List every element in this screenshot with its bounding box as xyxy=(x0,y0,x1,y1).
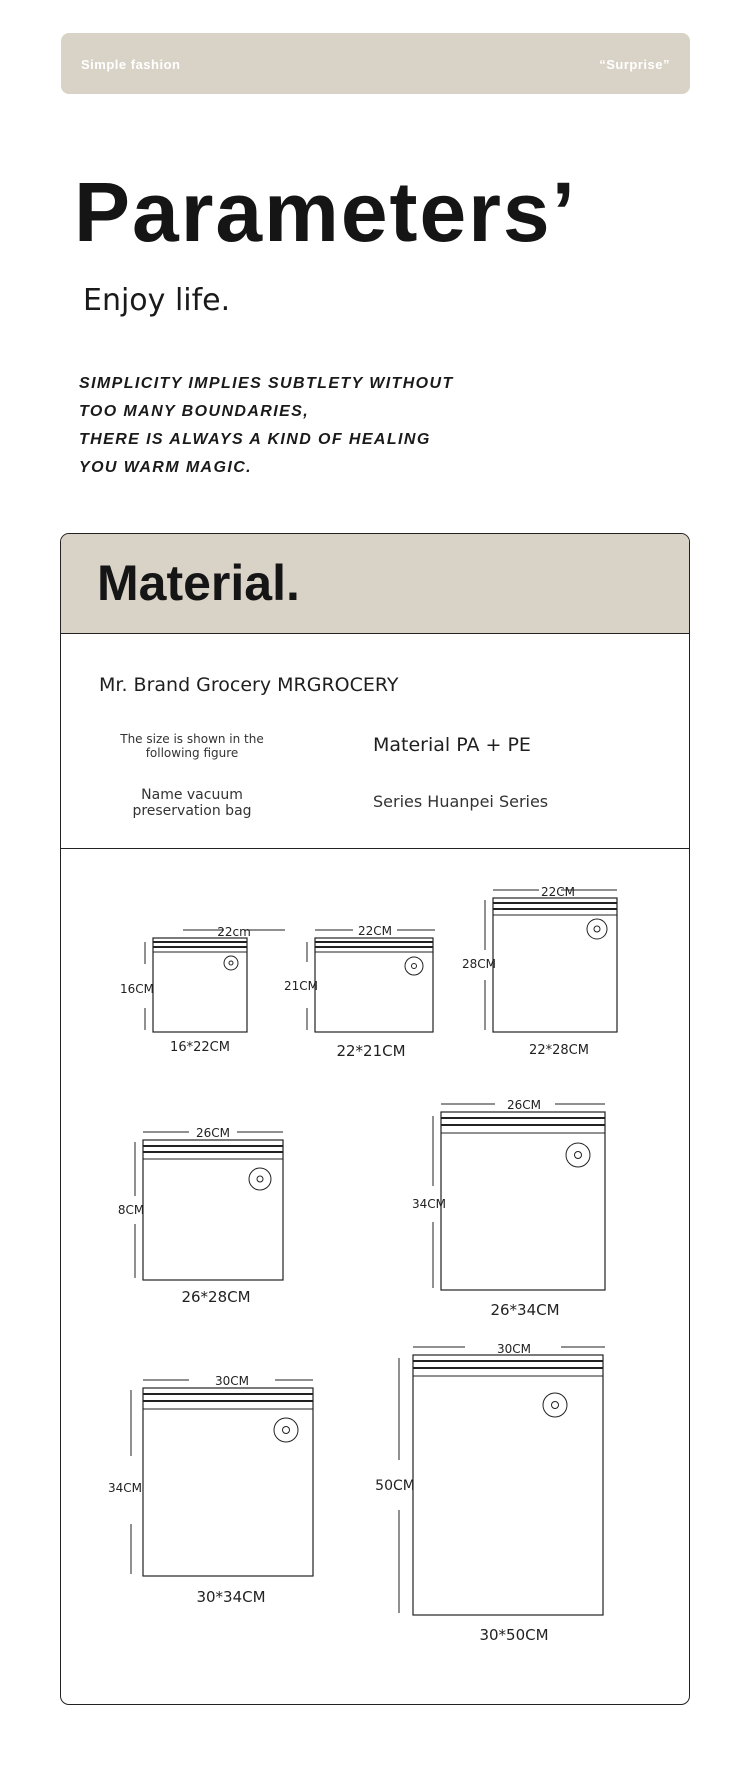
banner-right-text: “Surprise” xyxy=(599,57,670,72)
material-text: Material PA + PE xyxy=(373,734,531,756)
bag-height-label: 50CM xyxy=(375,1478,415,1494)
product-name: Name vacuum preservation bag xyxy=(132,787,252,819)
bag-width-label: 26CM xyxy=(195,1126,231,1140)
quote-block xyxy=(79,370,499,482)
quote-line: YOU WARM MAGIC. xyxy=(79,459,252,476)
quote-line: TOO MANY BOUNDARIES, xyxy=(79,403,310,420)
bag-diagram xyxy=(108,1374,313,1606)
bag-width-label: 22CM xyxy=(540,885,576,899)
bag-size-label: 22*21CM xyxy=(336,1042,406,1060)
bag-height-label: 34CM xyxy=(107,1481,143,1495)
bag-size-label: 16*22CM xyxy=(170,1040,230,1055)
banner-left-text: Simple fashion xyxy=(81,57,181,72)
product-info xyxy=(61,634,689,849)
size-diagrams xyxy=(61,850,689,1700)
card-header xyxy=(61,534,689,634)
quote-line: THERE IS ALWAYS A KIND OF HEALING xyxy=(79,431,431,448)
bag-size-label: 26*28CM xyxy=(181,1288,251,1306)
top-banner xyxy=(61,33,690,94)
quote-line: SIMPLICITY IMPLIES SUBTLETY WITHOUT xyxy=(79,375,454,392)
bag-diagram xyxy=(284,924,435,1060)
bag-diagram xyxy=(375,1342,605,1644)
brand-text: Mr. Brand Grocery MRGROCERY xyxy=(99,674,399,696)
bag-size-label: 26*34CM xyxy=(490,1301,560,1319)
bag-width-label: 22CM xyxy=(357,924,393,938)
bag-width-label: 30CM xyxy=(496,1342,532,1356)
series-text: Series Huanpei Series xyxy=(373,792,549,811)
bag-height-label: 16CM xyxy=(119,982,155,996)
bag-height-label: 34CM xyxy=(411,1197,447,1211)
bag-diagram xyxy=(462,885,617,1058)
page-subtitle: Enjoy life. xyxy=(83,283,231,318)
bag-width-label: 22cm xyxy=(217,925,251,939)
bag-diagram xyxy=(118,1126,283,1306)
bag-size-label: 22*28CM xyxy=(529,1043,589,1058)
bag-height-label: 28CM xyxy=(461,957,497,971)
bag-width-label: 30CM xyxy=(214,1374,250,1388)
card-heading: Material. xyxy=(97,555,300,611)
bag-diagram xyxy=(120,925,285,1055)
material-card xyxy=(60,533,690,1705)
bag-diagram xyxy=(412,1098,605,1319)
bag-height-label: 21CM xyxy=(283,979,319,993)
bag-width-label: 26CM xyxy=(506,1098,542,1112)
bag-size-label: 30*34CM xyxy=(196,1588,266,1606)
page-title: Parameters’ xyxy=(74,165,577,259)
size-note: The size is shown in the following figure xyxy=(120,732,264,760)
bag-height-label: 8CM xyxy=(117,1203,145,1217)
bag-size-label: 30*50CM xyxy=(479,1626,549,1644)
